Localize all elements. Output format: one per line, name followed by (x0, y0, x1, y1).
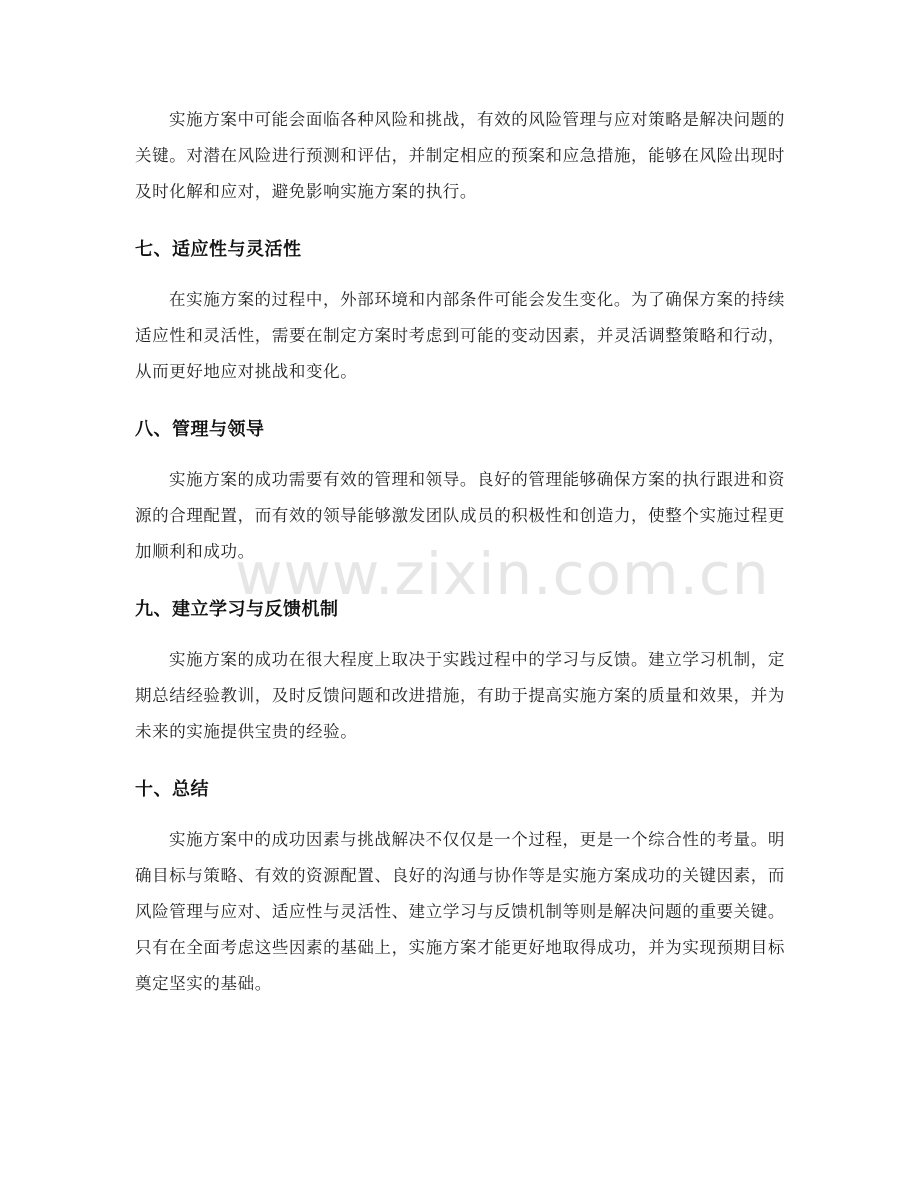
section-heading-learning-feedback: 九、建立学习与反馈机制 (135, 599, 339, 620)
spacer (135, 624, 785, 642)
spacer (135, 804, 785, 822)
spacer (135, 264, 785, 282)
section-paragraph-learning-feedback: 实施方案的成功在很大程度上取决于实践过程中的学习与反馈。建立学习机制，定期总结经验教训，及时反馈问题和改进措施，有助于提高实施方案的质量和效果，并为未来的实施提供宝贵的经验。 (135, 650, 785, 741)
intro-paragraph: 实施方案中可能会面临各种风险和挑战，有效的风险管理与应对策略是解决问题的关键。对潜在风险进行预测和评估，并制定相应的预案和应急措施，能够在风险出现时及时化解和应对，避免影响实施方案的执行。 (135, 110, 785, 201)
section-heading-adaptability: 七、适应性与灵活性 (135, 239, 302, 260)
spacer (135, 570, 785, 596)
spacer (135, 444, 785, 462)
document-body (135, 102, 785, 1002)
spacer (135, 750, 785, 776)
section-paragraph-management: 实施方案的成功需要有效的管理和领导。良好的管理能够确保方案的执行跟进和资源的合理配置，而有效的领导能够激发团队成员的积极性和创造力，使整个实施过程更加顺利和成功。 (135, 470, 785, 561)
section-paragraph-summary: 实施方案中的成功因素与挑战解决不仅仅是一个过程，更是一个综合性的考量。明确目标与策略、有效的资源配置、良好的沟通与协作等是实施方案成功的关键因素，而风险管理与应对、适应性与灵活性、建立学习与反馈机制等则是解决问题的重要关键。只有在全面考虑这些因素的基础上，实施方案才能更好地取得成功，并为实现预期目标奠定坚实的基础。 (135, 830, 785, 993)
spacer (135, 210, 785, 236)
spacer (135, 390, 785, 416)
section-paragraph-adaptability: 在实施方案的过程中，外部环境和内部条件可能会发生变化。为了确保方案的持续适应性和灵活性，需要在制定方案时考虑到可能的变动因素，并灵活调整策略和行动，从而更好地应对挑战和变化。 (135, 290, 785, 381)
section-heading-summary: 十、总结 (135, 779, 209, 800)
watermark: www.zixin.com.cn (235, 540, 770, 608)
section-heading-management: 八、管理与领导 (135, 419, 265, 440)
